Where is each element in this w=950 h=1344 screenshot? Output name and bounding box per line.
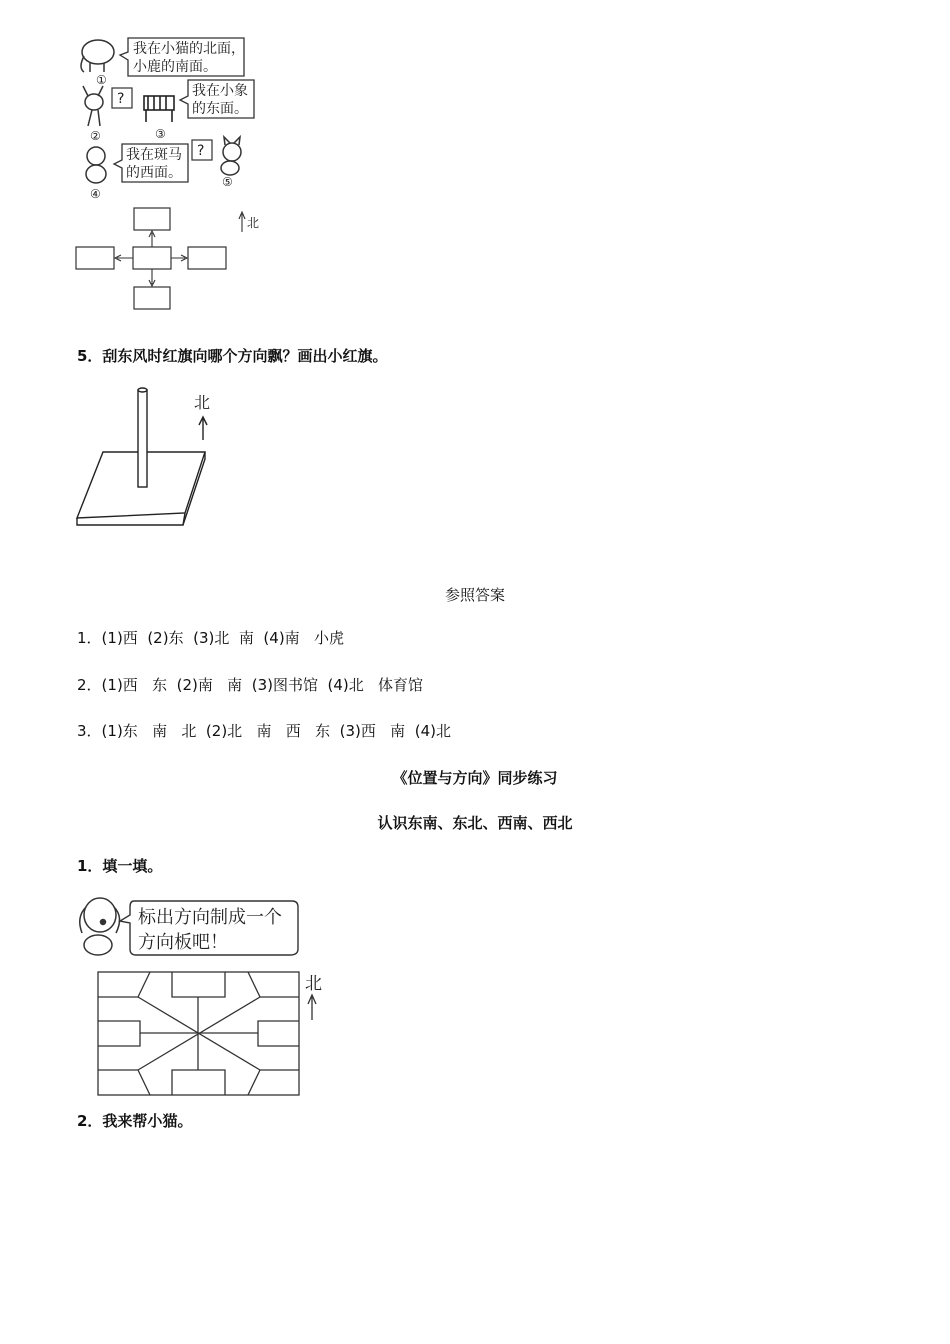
svg-text:?: ? <box>197 143 205 159</box>
bubble-elephant-line2: 小鹿的南面。 <box>133 59 217 75</box>
question-mark: ? <box>117 91 125 107</box>
bubble-zebra-line1: 我在小象 <box>192 83 248 99</box>
section-subtitle: 认识东南、东北、西南、西北 <box>377 814 573 832</box>
label-2: ② <box>90 129 101 143</box>
bubble-dog-line1: 标出方向制成一个 <box>138 907 282 928</box>
speech-bubble-zebra <box>180 80 254 118</box>
answer-line-3: 3．(1)东 南 北 (2)北 南 西 东 (3)西 南 (4)北 <box>77 722 451 740</box>
box-center <box>133 247 171 269</box>
question-bubble-deer <box>112 88 132 108</box>
bubble-elephant-line1: 我在小猫的北面， <box>133 41 245 57</box>
speech-bubble-monkey <box>114 144 188 182</box>
answer-line-2: 2．(1)西 东 (2)南 南 (3)图书馆 (4)北 体育馆 <box>77 676 424 694</box>
bubble-dog-line2: 方向板吧！ <box>138 932 228 953</box>
question-bubble-cat <box>192 140 212 160</box>
box-south <box>134 287 170 309</box>
box-north <box>134 208 170 230</box>
box-east <box>188 247 226 269</box>
speech-bubble-dog <box>120 901 298 955</box>
bubble-zebra-line2: 的东面。 <box>192 101 248 117</box>
answer-line-1: 1．(1)西 (2)东 (3)北 南 (4)南 小虎 <box>77 629 344 647</box>
label-4: ④ <box>90 187 101 201</box>
label-5: ⑤ <box>222 175 233 189</box>
answers-title: 参照答案 <box>444 586 505 604</box>
flagpole-figure <box>75 385 225 535</box>
speech-bubble-elephant <box>120 38 245 76</box>
north-label: 北 <box>247 216 260 230</box>
dog-icon <box>80 898 120 955</box>
box-west <box>76 247 114 269</box>
label-3: ③ <box>155 127 166 141</box>
direction-board-figure <box>72 893 332 1103</box>
elephant-icon <box>81 40 114 72</box>
deer-icon <box>83 86 103 126</box>
cat-icon <box>221 137 241 175</box>
north-label: 北 <box>305 974 322 994</box>
bubble-monkey-line1: 我在斑马 <box>126 147 182 163</box>
board <box>98 972 316 1095</box>
question-1: 1．填一填。 <box>77 857 163 875</box>
section-title: 《位置与方向》同步练习 <box>392 769 558 787</box>
monkey-icon <box>86 147 106 183</box>
question-5: 5．刮东风时红旗向哪个方向飘？画出小红旗。 <box>77 347 388 365</box>
zebra-icon <box>144 96 174 122</box>
question-2: 2．我来帮小猫。 <box>77 1112 193 1130</box>
animal-position-figure <box>70 30 270 315</box>
bubble-monkey-line2: 的西面。 <box>126 165 182 181</box>
label-1: ① <box>96 73 107 87</box>
direction-boxes <box>76 208 226 309</box>
north-label: 北 <box>194 393 211 412</box>
